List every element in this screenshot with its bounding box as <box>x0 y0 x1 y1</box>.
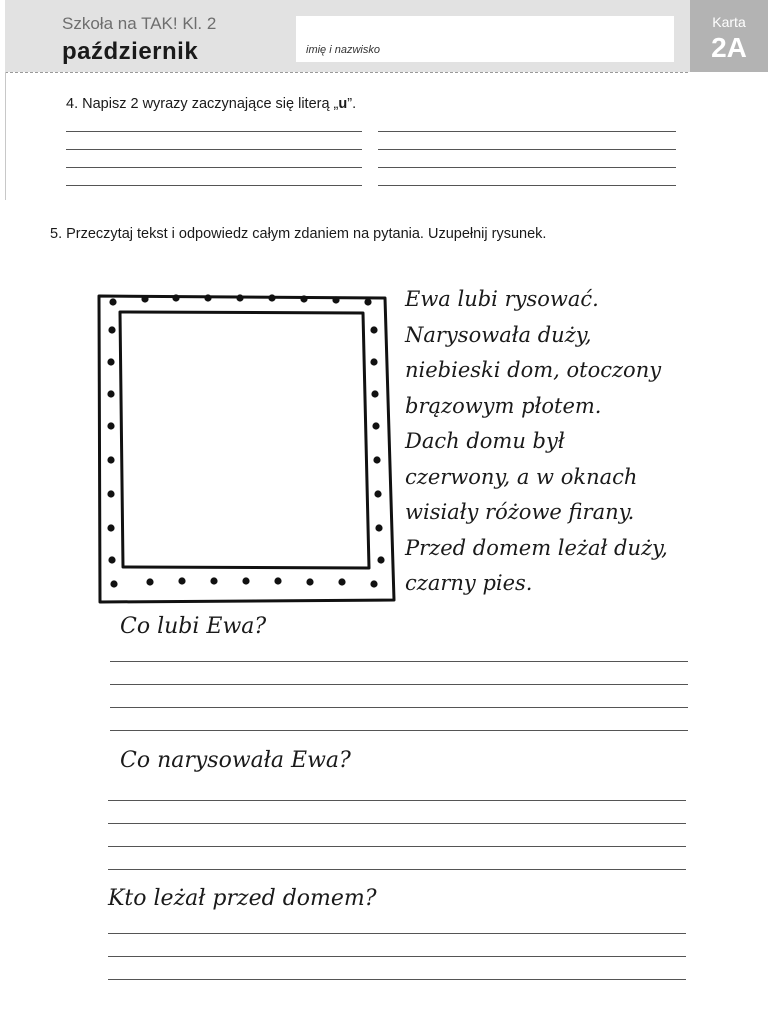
story-line: brązowym płotem. <box>405 393 602 418</box>
question-1: Co lubi Ewa? <box>120 614 267 639</box>
name-field-label: imię i nazwisko <box>306 44 380 56</box>
answer-line[interactable] <box>108 956 686 957</box>
answer-line[interactable] <box>110 661 688 662</box>
answer-line[interactable] <box>108 800 686 801</box>
series-title: Szkoła na TAK! Kl. 2 <box>62 14 217 33</box>
answer-line[interactable] <box>108 823 686 824</box>
question-3: Kto leżał przed domem? <box>108 886 377 911</box>
card-number: 2A <box>711 32 747 63</box>
story-line: wisiały różowe firany. <box>405 500 635 524</box>
answer-line[interactable] <box>110 707 688 708</box>
story-text <box>405 282 695 602</box>
answer-line[interactable] <box>108 979 686 980</box>
task-5-instruction: 5. Przeczytaj tekst i odpowiedz całym zdaniem na pytania. Uzupełnij rysunek. <box>50 226 547 242</box>
answer-line[interactable] <box>108 869 686 870</box>
story-line: Ewa lubi rysować. <box>405 287 599 311</box>
task-4-number: 4. <box>66 96 79 112</box>
answer-line[interactable] <box>110 684 688 685</box>
card-word: Karta <box>712 14 746 30</box>
story-line: czerwony, a w oknach <box>405 464 638 489</box>
answer-line[interactable] <box>110 730 688 731</box>
month-title: październik <box>62 38 199 65</box>
task-4-text-end: ”. <box>347 96 357 112</box>
answer-line[interactable] <box>108 846 686 847</box>
question-2: Co narysowała Ewa? <box>120 748 351 773</box>
task-4-letter: u <box>338 96 348 112</box>
story-line: niebieski dom, otoczony <box>405 358 662 382</box>
story-line: Narysowała duży, <box>405 322 592 347</box>
task-4-text: Napisz 2 wyrazy zaczynające się literą „ <box>82 96 339 112</box>
answer-line[interactable] <box>108 933 686 934</box>
story-line: czarny pies. <box>405 571 533 595</box>
story-line: Dach domu był <box>405 429 565 453</box>
story-line: Przed domem leżał duży, <box>405 535 668 560</box>
